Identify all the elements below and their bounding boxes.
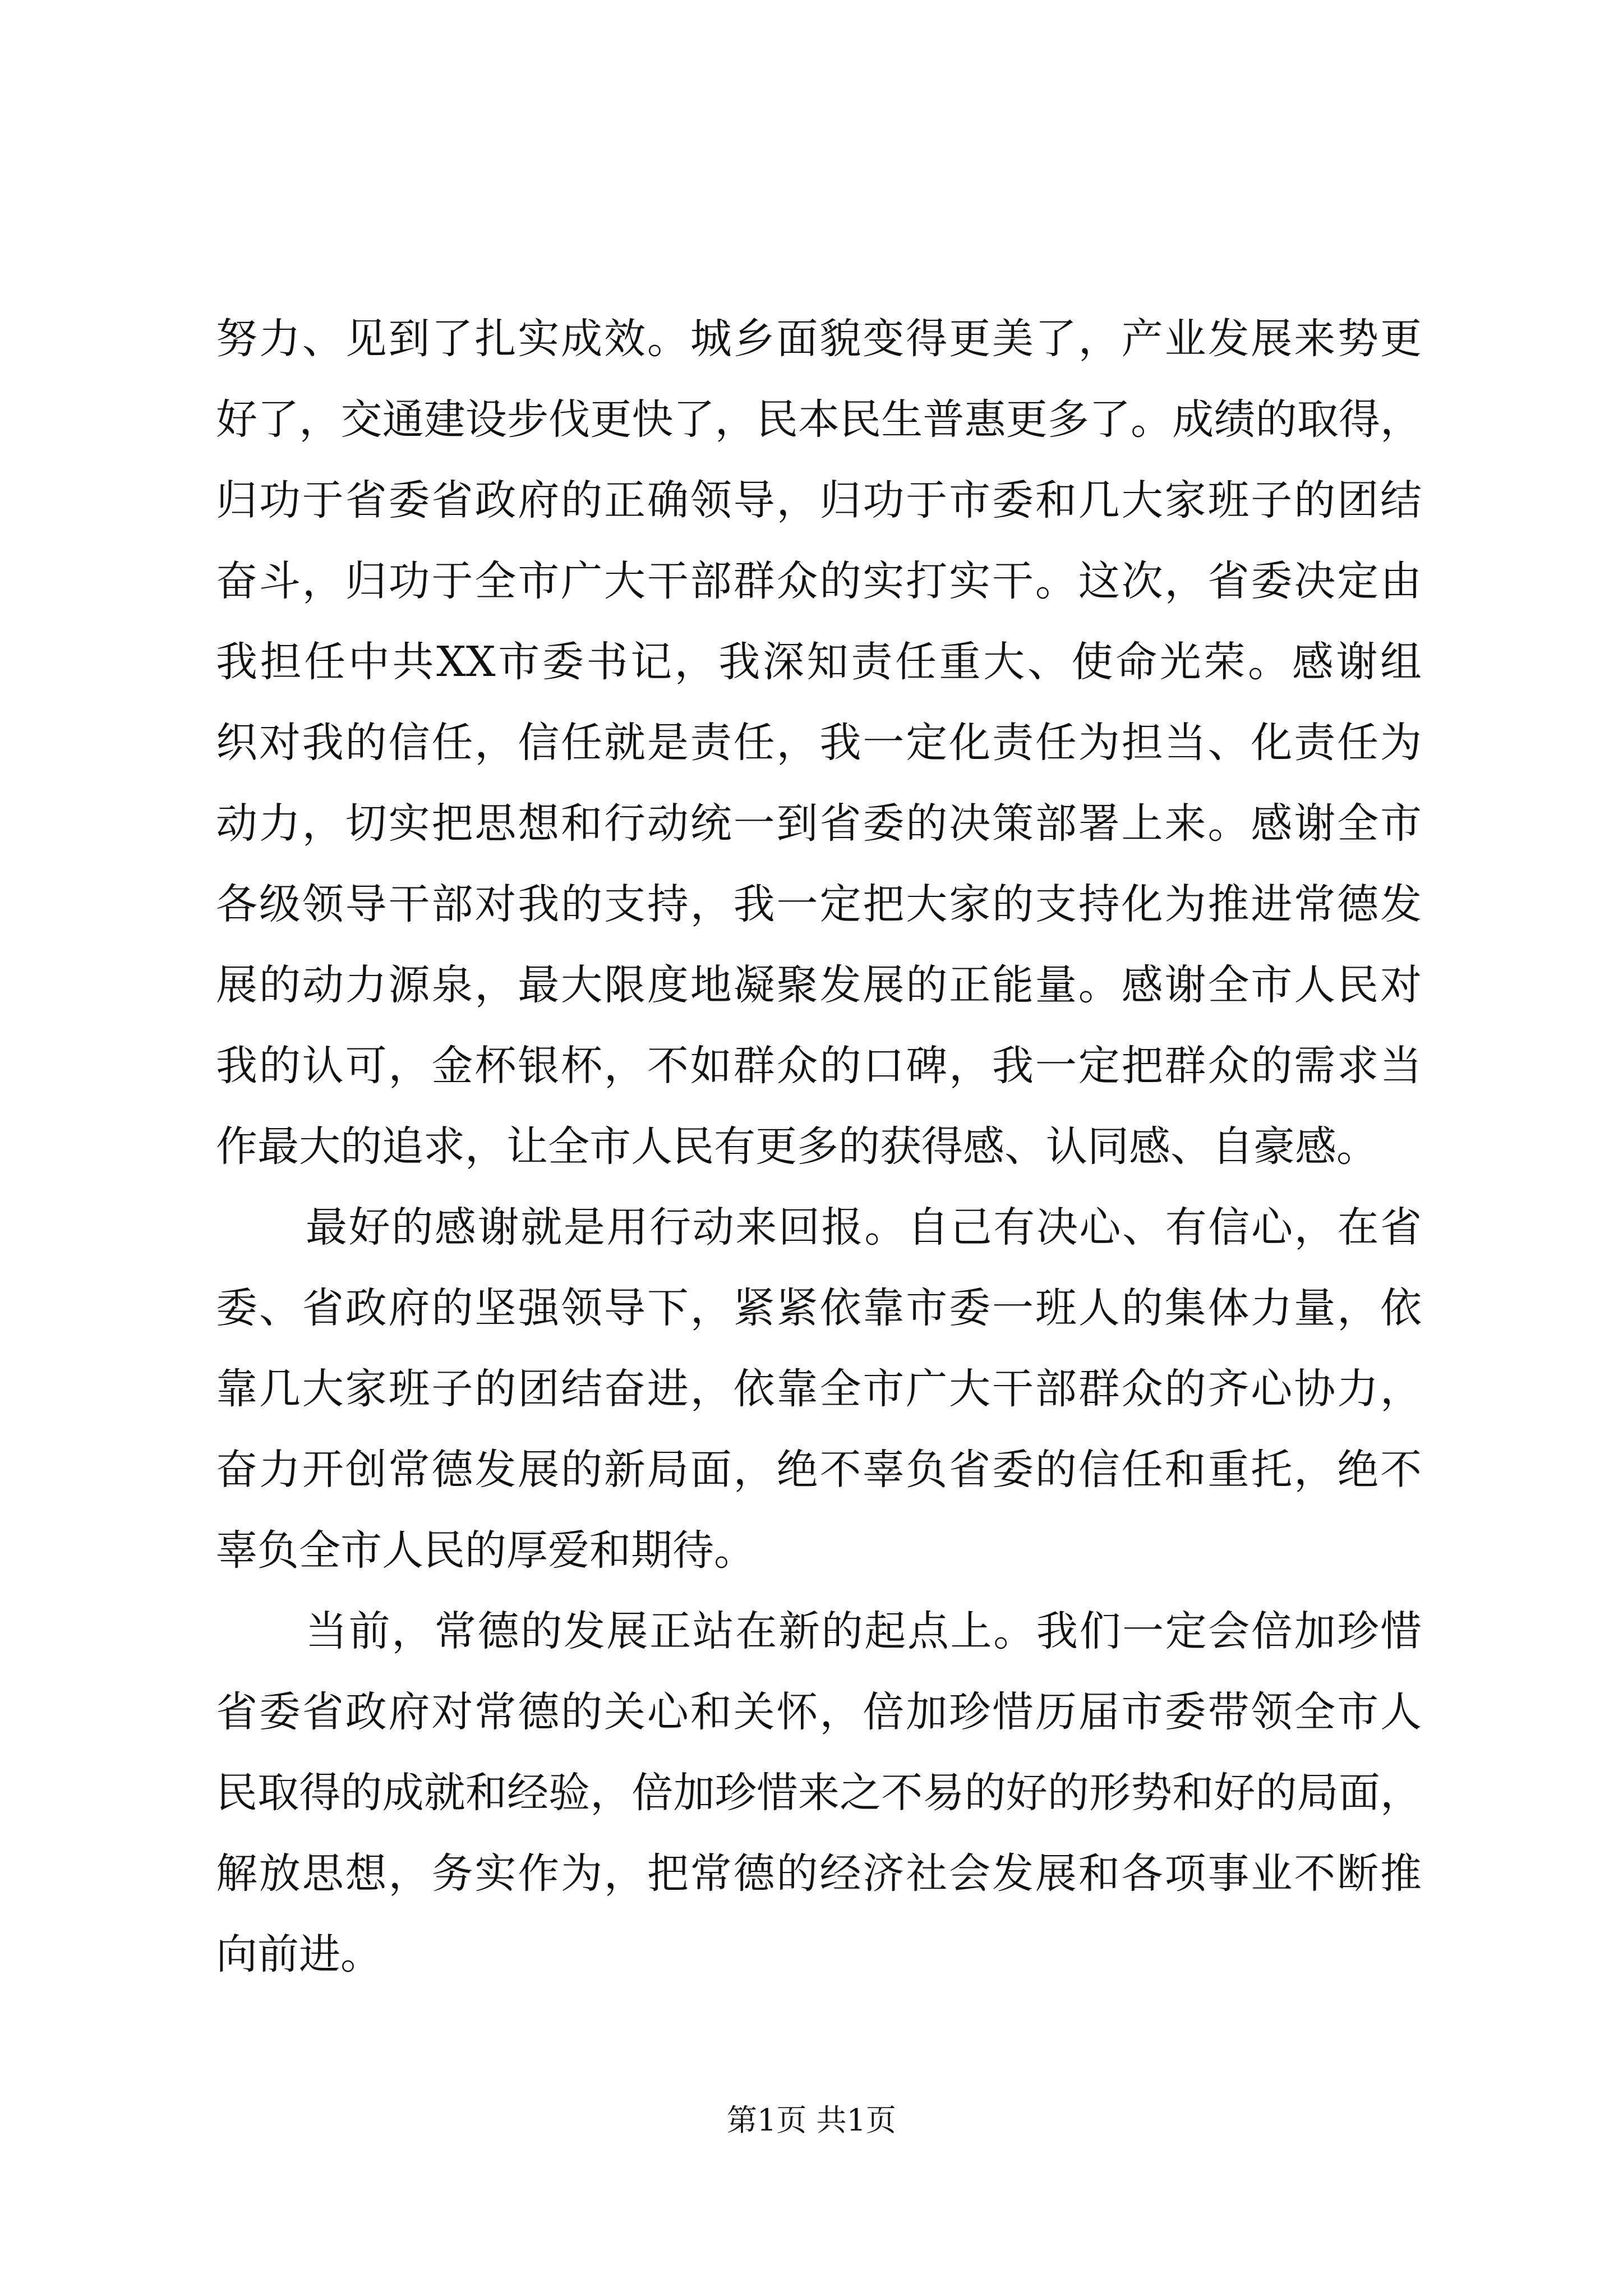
text-line: 好了，交通建设步伐更快了，民本民生普惠更多了。成绩的取得， <box>216 395 1422 444</box>
text-line: 我担任中共XX市委书记，我深知责任重大、使命光荣。感谢组 <box>216 638 1422 686</box>
text-line: 归功于省委省政府的正确领导，归功于市委和几大家班子的团结 <box>216 476 1422 524</box>
text-line: 民取得的成就和经验，倍加珍惜来之不易的好的形势和好的局面， <box>216 1769 1422 1817</box>
text-line: 动力，切实把思想和行动统一到省委的决策部署上来。感谢全市 <box>216 799 1422 848</box>
text-line: 最好的感谢就是用行动来回报。自己有决心、有信心，在省 <box>306 1203 1422 1251</box>
text-line: 省委省政府对常德的关心和关怀，倍加珍惜历届市委带领全市人 <box>216 1688 1422 1736</box>
body-text <box>216 298 1422 1995</box>
text-line: 作最大的追求，让全市人民有更多的获得感、认同感、自豪感。 <box>216 1122 1378 1171</box>
text-line: 委、省政府的坚强领导下，紧紧依靠市委一班人的集体力量，依 <box>216 1284 1422 1332</box>
text-line: 奋力开创常德发展的新局面，绝不辜负省委的信任和重托，绝不 <box>216 1446 1422 1494</box>
text-line: 解放思想，务实作为，把常德的经济社会发展和各项事业不断推 <box>216 1849 1422 1898</box>
text-line: 各级领导干部对我的支持，我一定把大家的支持化为推进常德发 <box>216 880 1422 928</box>
text-line: 当前，常德的发展正站在新的起点上。我们一定会倍加珍惜 <box>306 1607 1422 1655</box>
page-number-footer: 第1页 共1页 <box>727 2102 896 2138</box>
text-line: 向前进。 <box>216 1930 382 1978</box>
text-line: 辜负全市人民的厚爱和期待。 <box>216 1526 755 1575</box>
text-line: 我的认可，金杯银杯，不如群众的口碑，我一定把群众的需求当 <box>216 1042 1422 1090</box>
text-line: 努力、见到了扎实成效。城乡面貌变得更美了，产业发展来势更 <box>216 315 1422 363</box>
text-line: 奋斗，归功于全市广大干部群众的实打实干。这次，省委决定由 <box>216 557 1422 605</box>
text-line: 织对我的信任，信任就是责任，我一定化责任为担当、化责任为 <box>216 719 1422 767</box>
text-line: 靠几大家班子的团结奋进，依靠全市广大干部群众的齐心协力， <box>216 1365 1422 1413</box>
text-line: 展的动力源泉，最大限度地凝聚发展的正能量。感谢全市人民对 <box>216 961 1422 1009</box>
